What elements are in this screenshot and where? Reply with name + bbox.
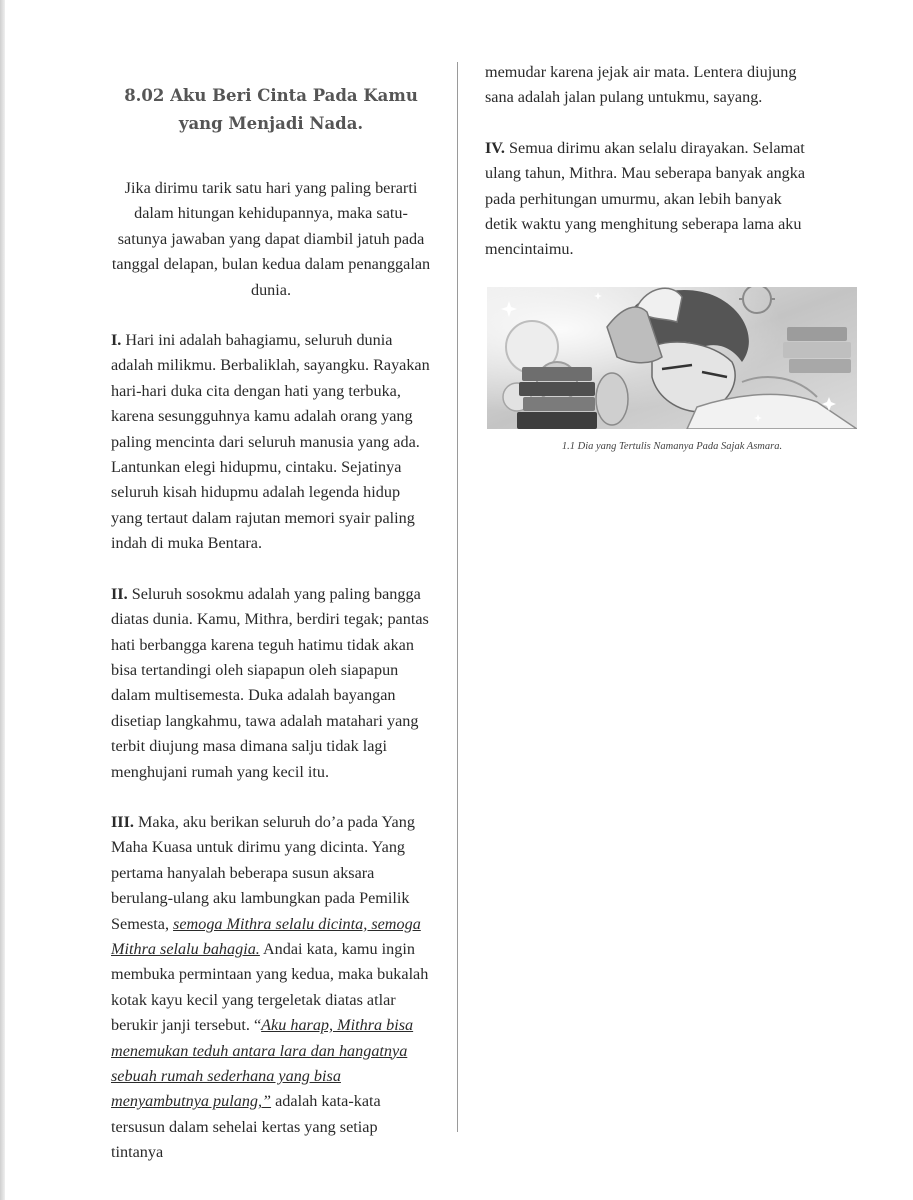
section-iii-continuation: memudar karena jejak air mata. Lentera diujung sana adalah jalan pulang untukmu, sayang. — [485, 63, 797, 107]
left-column — [111, 82, 431, 1166]
intro-paragraph: Jika dirimu tarik satu hari yang paling berarti dalam hitungan kehidupannya, maka satu-satunya jawaban yang dapat diambil jatuh pada tanggal delapan, bulan kedua dalam penanggalan dunia. — [111, 179, 431, 299]
section-numeral: I. — [111, 331, 122, 350]
page-edge — [0, 0, 5, 1200]
section-text: Maka, aku berikan seluruh do’a pada Yang Maha Kuasa untuk dirimu yang dicinta. Yang pertama hanyalah beberapa susun aksara berulang-ulang aku lambungkan pada Pemilik Semesta, — [111, 812, 415, 933]
section-iii — [111, 810, 431, 1166]
section-text: Hari ini adalah bahagiamu, seluruh dunia adalah milikmu. Berbaliklah, sayangku. Rayakan hari-hari duka cita dengan hati yang terbuka, karena sesungguhnya kamu adalah orang yang paling mencinta dari seluruh manusia yang ada. Lantunkan elegi hidupmu, cintaku. Sejatinya seluruh kisah hidupmu adalah legenda hidup yang tertaut dalam rajutan memori syair paling indah di muka Bentara. — [111, 331, 430, 553]
figure-caption: 1.1 Dia yang Tertulis Namanya Pada Sajak Asmara. — [561, 440, 783, 452]
section-numeral: II. — [111, 584, 128, 603]
right-column — [485, 60, 815, 452]
section-iv — [485, 136, 815, 263]
section-numeral: III. — [111, 812, 134, 831]
column-divider — [457, 62, 458, 1132]
section-text: Seluruh sosokmu adalah yang paling bangga diatas dunia. Kamu, Mithra, berdiri tegak; pantas hati berbangga karena teguh hatimu tidak akan bisa tertandingi oleh siapapun oleh siapapun dalam multisemesta. Duka adalah bayangan disetiap langkahmu, tawa adalah matahari yang terbit diujung masa dimana salju tidak lagi menghujani rumah yang kecil itu. — [111, 584, 429, 781]
section-text: adalah kata-kata tersusun dalam sehelai kertas yang setiap tintanya — [111, 1092, 381, 1162]
section-ii — [111, 582, 431, 785]
illustration-artwork — [487, 287, 857, 429]
prayer-quote-2: Aku harap, Mithra bisa menemukan teduh antara lara dan hangatnya sebuah rumah sederhana yang bisa menyambutnya pulang,” — [111, 1016, 414, 1111]
illustration-image — [487, 287, 857, 429]
section-numeral: IV. — [485, 138, 505, 157]
section-i — [111, 328, 431, 557]
chapter-title: 8.02 Aku Beri Cinta Pada Kamu yang Menjadi Nada. — [124, 86, 418, 133]
prayer-quote-1: semoga Mithra selalu dicinta, semoga Mithra selalu bahagia. — [111, 914, 421, 958]
section-text: Andai kata, kamu ingin membuka permintaan yang kedua, maka bukalah kotak kayu kecil yang tergeletak diatas atlar berukir janji tersebut. “ — [111, 939, 429, 1035]
section-text: Semua dirimu akan selalu dirayakan. Selamat ulang tahun, Mithra. Mau seberapa banyak angka pada perhitungan umurmu, akan lebih banyak detik waktu yang menghitung seberapa lama aku mencintaimu. — [485, 138, 806, 259]
